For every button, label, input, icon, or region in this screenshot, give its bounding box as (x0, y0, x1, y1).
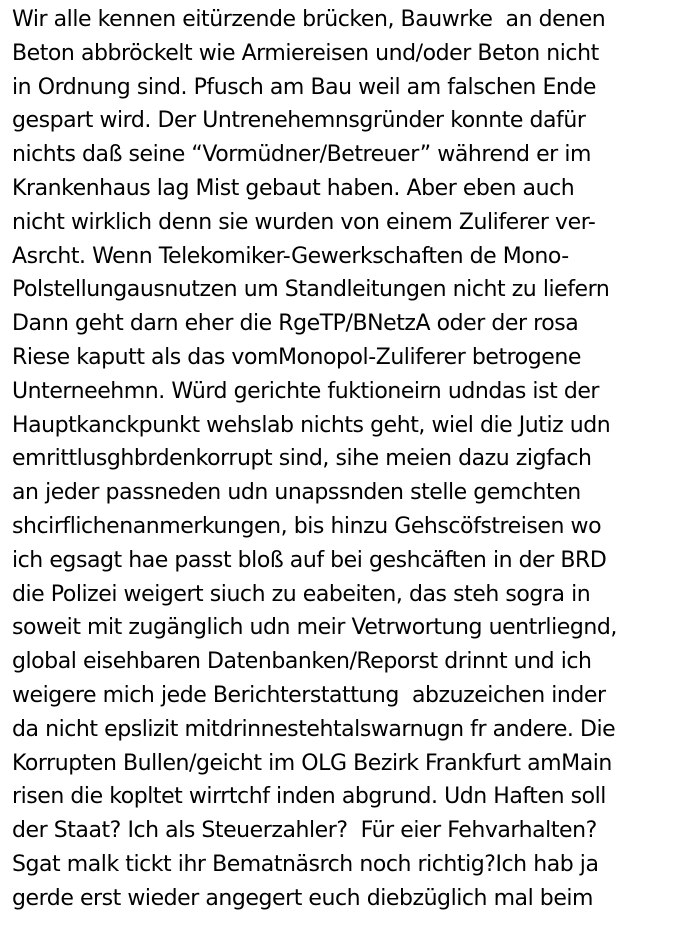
text-line: nichts daß seine “Vormüdner/Betreuer” während er im (12, 142, 591, 168)
text-line: gespart wird. Der Untrenehemnsgründer konnte dafür (12, 108, 586, 134)
text-line: Beton abbröckelt wie Armiereisen und/oder Beton nicht (12, 40, 599, 66)
text-line: risen die kopltet wirrtchf inden abgrund. Udn Haften soll (12, 784, 606, 810)
text-line: Riese kaputt als das vomMonopol-Zuliferer betrogene (12, 344, 581, 370)
text-line: Sgat malk tickt ihr Bematnäsrch noch richtig?Ich hab ja (12, 851, 599, 877)
text-line: Polstellungausnutzen um Standleitungen nicht zu liefern (12, 277, 610, 303)
text-line: die Polizei weigert siuch zu eabeiten, das steh sogra in (12, 581, 591, 607)
text-line: Korrupten Bullen/geicht im OLG Bezirk Frankfurt amMain (12, 750, 612, 776)
text-line: da nicht epslizit mitdrinnestehtalswarnugn fr andere. Die (12, 716, 616, 742)
text-line: Asrcht. Wenn Telekomiker-Gewerkschaften de Mono- (12, 243, 569, 269)
text-line: Wir alle kennen eitürzende brücken, Bauwrke an denen (12, 7, 606, 32)
text-line: global eisehbaren Datenbanken/Reporst drinnt und ich (12, 649, 592, 675)
text-line: Krankenhaus lag Mist gebaut haben. Aber eben auch (12, 175, 575, 201)
text-line: nicht wirklich denn sie wurden von einem Zuliferer ver- (12, 209, 596, 235)
text-line: Unterneehmn. Würd gerichte fuktioneirn udndas ist der (12, 378, 600, 404)
text-line: ich egsagt hae passt bloß auf bei geshcäften in der BRD (12, 547, 607, 573)
text-line: in Ordnung sind. Pfusch am Bau weil am falschen Ende (12, 74, 597, 100)
text-line: soweit mit zugänglich udn meir Vetrwortung uentrliegnd, (12, 615, 617, 641)
text-line: gerde erst wieder angegert euch diebzüglich mal beim (12, 885, 594, 911)
document-text (12, 3, 680, 916)
text-line: shcirflichenanmerkungen, bis hinzu Gehscöfstreisen wo (12, 513, 602, 539)
text-line: der Staat? Ich als Steuerzahler? Für eier Fehvarhalten? (12, 818, 597, 844)
text-line: an jeder passneden udn unapssnden stelle gemchten (12, 480, 581, 506)
text-line: weigere mich jede Berichterstattung abzuzeichen inder (12, 682, 606, 708)
text-line: Hauptkanckpunkt wehslab nichts geht, wiel die Jutiz udn (12, 412, 611, 438)
text-line: Dann geht darn eher die RgeTP/BNetzA oder der rosa (12, 311, 579, 337)
text-line: emrittlusghbrdenkorrupt sind, sihe meien dazu zigfach (12, 446, 592, 472)
